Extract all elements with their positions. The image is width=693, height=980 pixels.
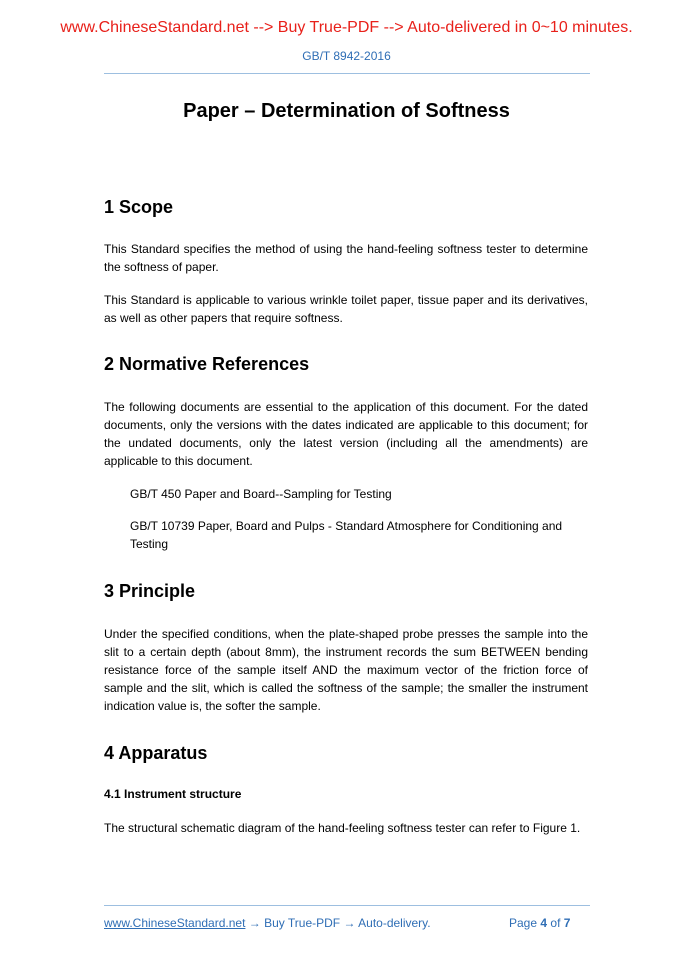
- page-indicator: [509, 916, 570, 930]
- section-heading-normative-references: 2 Normative References: [104, 354, 310, 374]
- header-banner[interactable]: www.ChineseStandard.net --> Buy True-PDF --> Auto-delivered in 0~10 minutes.: [60, 19, 633, 36]
- arrow-icon: →: [340, 916, 359, 930]
- page-of: of: [550, 916, 561, 930]
- apparatus-paragraph: The structural schematic diagram of the hand-feeling softness tester can refer to Figure 1.: [104, 821, 581, 835]
- standard-code: GB/T 8942-2016: [302, 49, 391, 63]
- scope-paragraph-2: This Standard is applicable to various wrinkle toilet paper, tissue paper and its derivatives, as well as other papers that require softness.: [104, 293, 588, 325]
- section-heading-scope: 1 Scope: [104, 197, 174, 217]
- footer-buy-link[interactable]: Buy True-PDF: [264, 916, 341, 930]
- page-current: 4: [540, 916, 548, 930]
- page-total: 7: [563, 916, 571, 930]
- normative-references-intro: The following documents are essential to the application of this document. For the dated documents, only the versions with the dates indicated are applicable to this document; for the undated documents, only the latest version (including all the amendments) are applicable to this document.: [104, 400, 588, 468]
- page-label: Page: [509, 916, 538, 930]
- reference-item: GB/T 450 Paper and Board--Sampling for Testing: [130, 487, 392, 501]
- page-title: Paper – Determination of Softness: [183, 100, 510, 122]
- footer-site-link[interactable]: www.ChineseStandard.net: [104, 916, 246, 930]
- footer-divider: [104, 905, 590, 906]
- principle-paragraph: Under the specified conditions, when the plate-shaped probe presses the sample into the slit to a certain depth (about 8mm), the instrument records the sum BETWEEN bending resistance force of the sample itself AND the maximum vector of the friction force of sample and the slit, which is called the softness of the sample; the smaller the instrument indication value is, the softer the sample.: [104, 627, 588, 713]
- subsection-heading-instrument-structure: 4.1 Instrument structure: [104, 787, 242, 801]
- arrow-icon: →: [245, 916, 265, 930]
- footer-delivery-text: Auto-delivery.: [358, 916, 431, 930]
- footer-links: [104, 916, 431, 930]
- header-divider: [104, 73, 590, 74]
- reference-item: GB/T 10739 Paper, Board and Pulps - Standard Atmosphere for Conditioning and Testing: [130, 519, 563, 551]
- scope-paragraph-1: This Standard specifies the method of using the hand-feeling softness tester to determine the softness of paper.: [104, 242, 588, 274]
- section-heading-principle: 3 Principle: [104, 581, 196, 601]
- section-heading-apparatus: 4 Apparatus: [104, 743, 208, 763]
